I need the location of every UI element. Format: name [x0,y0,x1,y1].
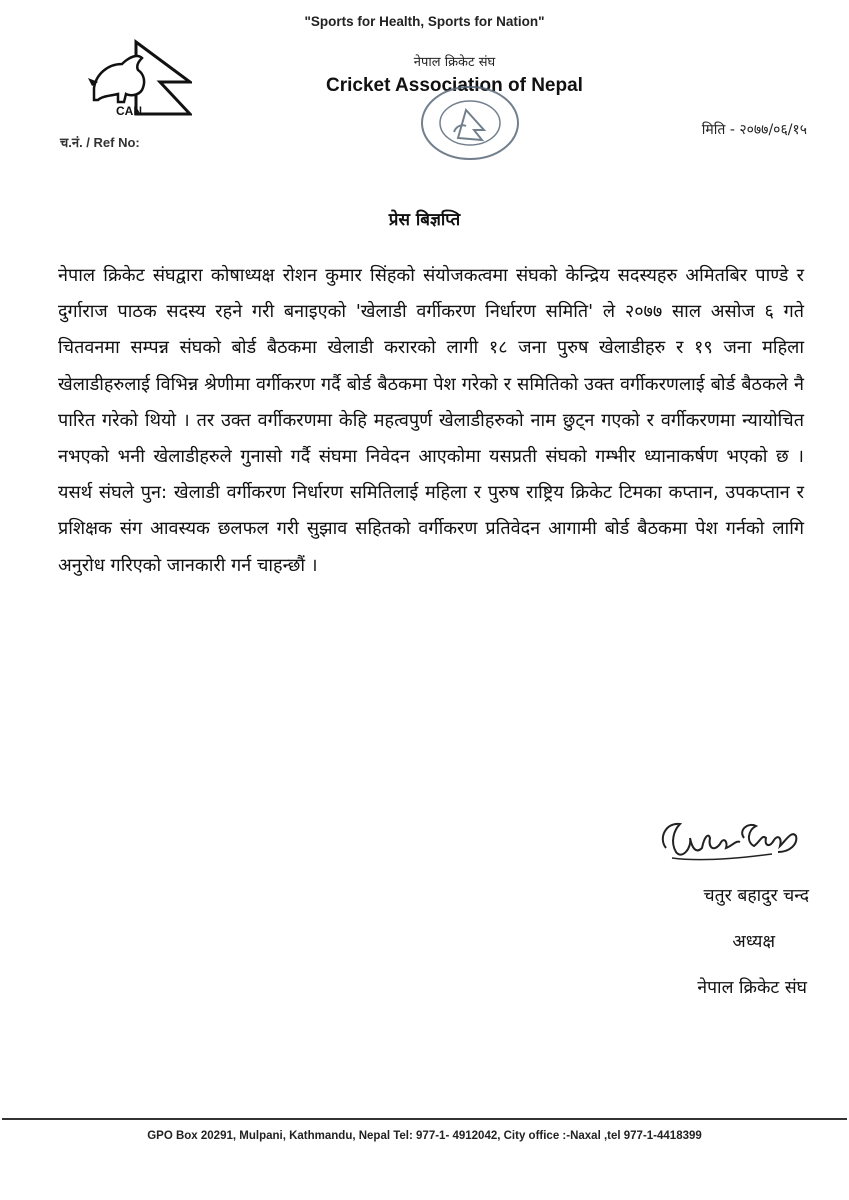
footer-contact: GPO Box 20291, Mulpani, Kathmandu, Nepal Tel: 977-1- 4912042, City office :-Naxal ,tel 977-1-4418399 [147,1130,702,1142]
signatory-organization: नेपाल क्रिकेट संघ [697,978,807,998]
signatory-title: अध्यक्ष [732,932,775,952]
org-name-nepali: नेपाल क्रिकेट संघ [413,55,496,70]
document-date: मिति - २०७७/०६/१५ [701,122,807,138]
document-title: प्रेस बिज्ञप्ति [388,210,461,230]
organization-seal [418,84,522,162]
footer-divider [2,1118,847,1120]
press-release-body: नेपाल क्रिकेट संघद्वारा कोषाध्यक्ष रोशन कुमार सिंहको संयोजकत्वमा संघको केन्द्रिय सदस्यहरु अमितबिर पाण्डे र दुर्गाराज पाठक सदस्य रहने गरी बनाइएको 'खेलाडी वर्गीकरण निर्धारण समिति' ले २०७७ साल असोज ६ गते चितवनमा सम्पन्न संघको बोर्ड बैठकमा खेलाडी करारको लागी १८ जना पुरुष खेलाडीहरु र १९ जना महिला खेलाडीहरुलाई विभिन्न श्रेणीमा वर्गीकरण गर्दै बोर्ड बैठकमा पेश गरेको र समितिको उक्त वर्गीकरणलाई बोर्ड बैठकले नै पारित गरेको थियो । तर उक्त वर्गीकरणमा केहि महत्वपुर्ण खेलाडीहरुको नाम छुट्न गएको र वर्गीकरणमा न्यायोचित नभएको भनी खेलाडीहरुले गुनासो गर्दै संघमा निवेदन आएकोमा यसप्रती संघको गम्भीर ध्यानाकर्षण भएको छ । यसर्थ संघले पुन: खेलाडी वर्गीकरण निर्धारण समितिलाई महिला र पुरुष राष्ट्रिय क्रिकेट टिमका कप्तान, उपकप्तान र प्रशिक्षक संग आवस्यक छलफल गरी सुझाव सहितको वर्गीकरण प्रतिवेदन आगामी बोर्ड बैठकमा पेश गर्नको लागि अनुरोध गरिएको जानकारी गर्न चाहन्छौं । [58,265,804,576]
reference-number-label: च.नं. / Ref No: [60,135,140,150]
letterhead-motto: "Sports for Health, Sports for Nation" [304,14,545,29]
handwritten-signature [652,808,802,872]
signatory-name: चतुर बहादुर चन्द [703,886,809,906]
org-name-english: Cricket Association of Nepal [326,75,583,96]
logo-text: CAN [116,104,142,118]
